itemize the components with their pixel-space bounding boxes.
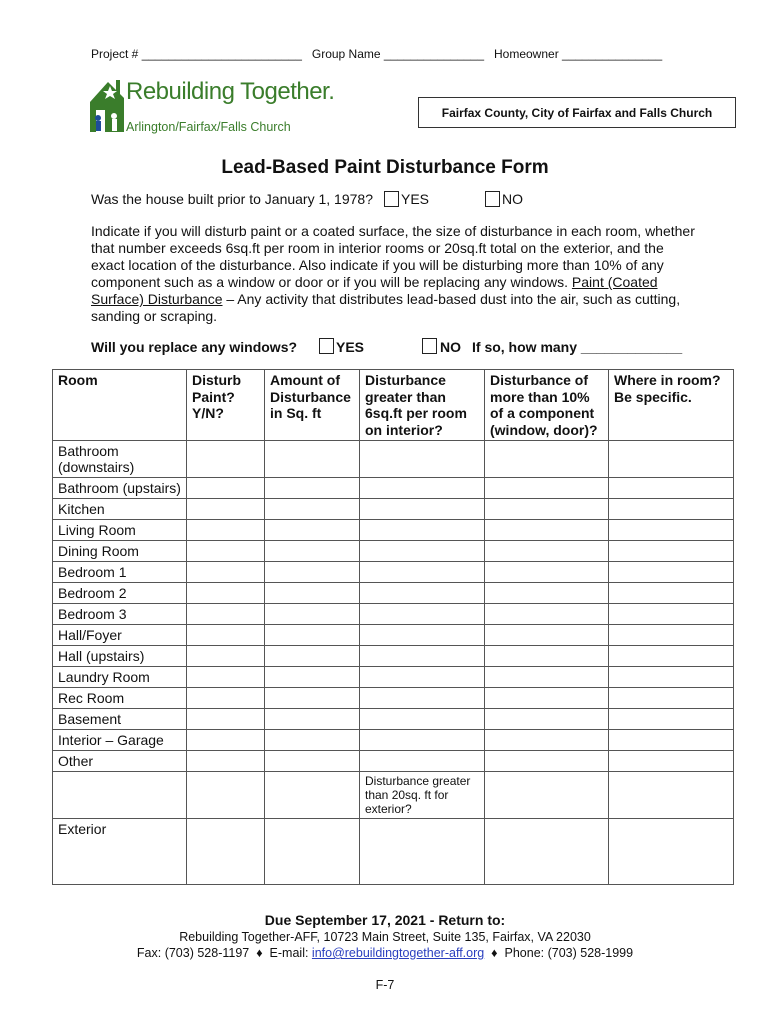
room-label: Living Room bbox=[53, 520, 187, 541]
room-label: Interior – Garage bbox=[53, 730, 187, 751]
table-cell[interactable] bbox=[187, 541, 265, 562]
table-cell[interactable] bbox=[187, 819, 265, 885]
table-row bbox=[53, 562, 734, 583]
table-cell[interactable] bbox=[609, 709, 734, 730]
table-cell[interactable] bbox=[360, 604, 485, 625]
table-cell[interactable] bbox=[265, 541, 360, 562]
no-label-1978: NO bbox=[502, 191, 523, 207]
table-cell[interactable] bbox=[360, 667, 485, 688]
definition-text: – Any activity that distributes lead-based dust into the air, such as cutting, sanding or scraping. bbox=[91, 291, 681, 324]
table-cell[interactable] bbox=[485, 751, 609, 772]
fax-number: Fax: (703) 528-1197 bbox=[136, 946, 250, 960]
return-address: Rebuilding Together-AFF, 10723 Main Street, Suite 135, Fairfax, VA 22030 bbox=[179, 930, 591, 944]
table-cell[interactable] bbox=[265, 646, 360, 667]
table-cell[interactable] bbox=[360, 478, 485, 499]
table-cell[interactable] bbox=[265, 441, 360, 478]
table-cell[interactable] bbox=[609, 583, 734, 604]
disturbance-table bbox=[52, 369, 734, 885]
table-cell[interactable] bbox=[360, 730, 485, 751]
room-label: Kitchen bbox=[53, 499, 187, 520]
table-cell[interactable] bbox=[360, 541, 485, 562]
no-checkbox-1978[interactable] bbox=[485, 191, 500, 207]
table-cell[interactable] bbox=[485, 667, 609, 688]
table-cell[interactable] bbox=[609, 604, 734, 625]
room-label: Bedroom 3 bbox=[53, 604, 187, 625]
table-row bbox=[53, 441, 734, 478]
table-cell[interactable] bbox=[485, 499, 609, 520]
table-cell[interactable] bbox=[187, 625, 265, 646]
table-cell[interactable] bbox=[360, 819, 485, 885]
table-cell[interactable] bbox=[609, 541, 734, 562]
room-label: Hall (upstairs) bbox=[53, 646, 187, 667]
table-cell[interactable] bbox=[360, 646, 485, 667]
instructions-text: Indicate if you will disturb paint or a coated surface, the size of disturbance in each room, whether that number exceeds 6sq.ft per room in interior rooms or 20sq.ft total on the exterior, and the exact location of the disturbance. Also indicate if you will be disturbing more than 10% of any component such as a window or door or if you will be replacing any windows. bbox=[91, 223, 695, 290]
header-fields: Project # ________________________ Group Name _______________ Homeowner _______________ bbox=[91, 47, 663, 61]
table-cell[interactable] bbox=[360, 499, 485, 520]
col-header-where: Where in room? Be specific. bbox=[609, 370, 734, 441]
no-label-windows: NO bbox=[440, 339, 461, 355]
table-cell[interactable] bbox=[360, 625, 485, 646]
logo-wordmark: Rebuilding Together. bbox=[126, 78, 335, 105]
table-cell[interactable] bbox=[265, 709, 360, 730]
yes-checkbox-1978[interactable] bbox=[384, 191, 399, 207]
table-cell[interactable] bbox=[187, 646, 265, 667]
table-cell[interactable] bbox=[609, 751, 734, 772]
diamond-separator-icon: ♦ bbox=[487, 946, 502, 960]
due-date: Due September 17, 2021 - Return to: bbox=[264, 912, 506, 928]
instructions-paragraph bbox=[91, 223, 701, 325]
exterior-note-row bbox=[53, 772, 734, 819]
table-cell[interactable] bbox=[265, 499, 360, 520]
table-row bbox=[53, 646, 734, 667]
table-cell[interactable] bbox=[609, 562, 734, 583]
table-row bbox=[53, 583, 734, 604]
col-header-amount: Amount of Disturbance in Sq. ft bbox=[265, 370, 360, 441]
table-cell[interactable] bbox=[187, 709, 265, 730]
table-row bbox=[53, 499, 734, 520]
table-cell[interactable] bbox=[609, 625, 734, 646]
table-cell[interactable] bbox=[609, 688, 734, 709]
table-cell[interactable] bbox=[485, 709, 609, 730]
table-cell[interactable] bbox=[485, 688, 609, 709]
room-label: Bathroom (upstairs) bbox=[53, 478, 187, 499]
page-number: F-7 bbox=[375, 978, 395, 992]
table-cell[interactable] bbox=[187, 583, 265, 604]
table-cell[interactable] bbox=[187, 604, 265, 625]
table-cell[interactable] bbox=[265, 688, 360, 709]
table-cell[interactable] bbox=[187, 688, 265, 709]
table-cell[interactable] bbox=[187, 667, 265, 688]
table-cell[interactable] bbox=[485, 730, 609, 751]
windows-count-field[interactable]: If so, how many _____________ bbox=[472, 339, 683, 355]
table-cell[interactable] bbox=[265, 562, 360, 583]
table-cell[interactable] bbox=[609, 667, 734, 688]
exterior-note: Disturbance greater than 20sq. ft for exterior? bbox=[360, 772, 485, 819]
logo-subtitle: Arlington/Fairfax/Falls Church bbox=[126, 120, 291, 134]
table-cell[interactable] bbox=[609, 646, 734, 667]
table-row bbox=[53, 751, 734, 772]
diamond-separator-icon: ♦ bbox=[252, 946, 267, 960]
table-row bbox=[53, 478, 734, 499]
table-cell[interactable] bbox=[265, 478, 360, 499]
definition-term: Paint (Coated Surface) Disturbance bbox=[91, 274, 658, 307]
table-cell[interactable] bbox=[265, 751, 360, 772]
table-cell[interactable] bbox=[187, 478, 265, 499]
county-box: Fairfax County, City of Fairfax and Falls Church bbox=[418, 97, 736, 128]
table-cell[interactable] bbox=[609, 499, 734, 520]
table-cell[interactable] bbox=[485, 478, 609, 499]
email-label: E-mail: bbox=[269, 946, 312, 960]
room-label: Rec Room bbox=[53, 688, 187, 709]
house-logo-icon bbox=[86, 72, 126, 144]
table-cell[interactable] bbox=[265, 583, 360, 604]
table-cell[interactable] bbox=[485, 441, 609, 478]
exterior-label: Exterior bbox=[53, 819, 187, 885]
table-cell[interactable] bbox=[485, 583, 609, 604]
question-replace-windows: Will you replace any windows? bbox=[91, 339, 298, 355]
table-cell[interactable] bbox=[360, 520, 485, 541]
table-cell[interactable] bbox=[265, 730, 360, 751]
room-label: Bathroom (downstairs) bbox=[53, 441, 187, 478]
table-cell[interactable] bbox=[360, 751, 485, 772]
table-row bbox=[53, 604, 734, 625]
table-cell[interactable] bbox=[360, 562, 485, 583]
table-row bbox=[53, 625, 734, 646]
room-label: Dining Room bbox=[53, 541, 187, 562]
col-header-disturb-paint: Disturb Paint? Y/N? bbox=[187, 370, 265, 441]
table-cell[interactable] bbox=[187, 562, 265, 583]
table-cell[interactable] bbox=[265, 667, 360, 688]
table-cell[interactable] bbox=[609, 520, 734, 541]
table-cell[interactable] bbox=[265, 604, 360, 625]
table-cell[interactable] bbox=[187, 520, 265, 541]
room-label: Bedroom 1 bbox=[53, 562, 187, 583]
table-cell[interactable] bbox=[485, 625, 609, 646]
table-cell[interactable] bbox=[609, 441, 734, 478]
no-checkbox-windows[interactable] bbox=[422, 338, 437, 354]
yes-label-1978: YES bbox=[401, 191, 430, 207]
table-row bbox=[53, 541, 734, 562]
table-cell[interactable] bbox=[360, 441, 485, 478]
email-link[interactable]: info@rebuildingtogether-aff.org bbox=[311, 946, 485, 960]
table-header-row bbox=[53, 370, 734, 441]
table-cell[interactable] bbox=[360, 709, 485, 730]
table-cell[interactable] bbox=[360, 583, 485, 604]
room-label: Bedroom 2 bbox=[53, 583, 187, 604]
phone-number: Phone: (703) 528-1999 bbox=[504, 946, 634, 960]
table-cell[interactable] bbox=[187, 441, 265, 478]
room-label: Basement bbox=[53, 709, 187, 730]
col-header-greater-than-6: Disturbance greater than 6sq.ft per room on interior? bbox=[360, 370, 485, 441]
table-cell[interactable] bbox=[609, 478, 734, 499]
table-cell[interactable] bbox=[265, 520, 360, 541]
table-cell[interactable] bbox=[187, 730, 265, 751]
table-cell[interactable] bbox=[485, 604, 609, 625]
table-cell[interactable] bbox=[485, 772, 609, 819]
table-cell[interactable] bbox=[53, 772, 187, 819]
yes-checkbox-windows[interactable] bbox=[319, 338, 334, 354]
table-row bbox=[53, 688, 734, 709]
room-label: Hall/Foyer bbox=[53, 625, 187, 646]
table-row bbox=[53, 709, 734, 730]
table-row bbox=[53, 667, 734, 688]
table-cell[interactable] bbox=[485, 541, 609, 562]
table-row bbox=[53, 520, 734, 541]
contact-line bbox=[0, 946, 770, 960]
table-cell[interactable] bbox=[265, 625, 360, 646]
question-built-before-1978: Was the house built prior to January 1, 1978? bbox=[91, 191, 373, 207]
room-label: Laundry Room bbox=[53, 667, 187, 688]
col-header-more-than-10pct: Disturbance of more than 10% of a component (window, door)? bbox=[485, 370, 609, 441]
table-cell[interactable] bbox=[187, 751, 265, 772]
table-cell[interactable] bbox=[485, 562, 609, 583]
exterior-row bbox=[53, 819, 734, 885]
table-cell[interactable] bbox=[485, 646, 609, 667]
table-cell[interactable] bbox=[265, 819, 360, 885]
table-cell[interactable] bbox=[609, 730, 734, 751]
table-cell[interactable] bbox=[609, 819, 734, 885]
yes-label-windows: YES bbox=[336, 339, 365, 355]
table-cell[interactable] bbox=[485, 520, 609, 541]
logo bbox=[86, 72, 335, 144]
table-cell[interactable] bbox=[265, 772, 360, 819]
room-label: Other bbox=[53, 751, 187, 772]
table-cell[interactable] bbox=[187, 499, 265, 520]
table-row bbox=[53, 730, 734, 751]
page-title: Lead-Based Paint Disturbance Form bbox=[221, 157, 549, 178]
table-cell[interactable] bbox=[360, 688, 485, 709]
table-cell[interactable] bbox=[485, 819, 609, 885]
col-header-room: Room bbox=[53, 370, 187, 441]
table-cell[interactable] bbox=[609, 772, 734, 819]
table-cell[interactable] bbox=[187, 772, 265, 819]
